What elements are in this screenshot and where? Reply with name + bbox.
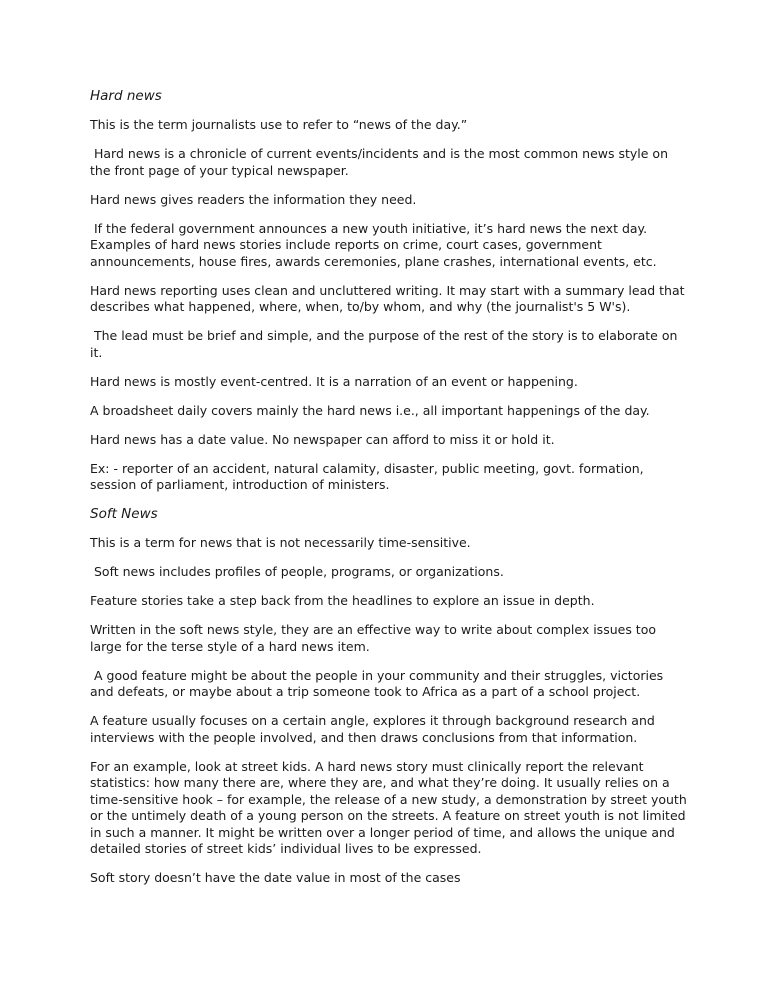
paragraph: Written in the soft news style, they are an effective way to write about complex issues too large for the terse style of a hard news item. <box>90 622 660 654</box>
paragraph: If the federal government announces a new youth initiative, it’s hard news the next day. Examples of hard news stories include reports on crime, court cases, government announcements, house fires, awards ceremonies, plane crashes, international events, etc. <box>90 220 657 269</box>
paragraph: Hard news has a date value. No newspaper can afford to miss it or hold it. <box>90 431 555 447</box>
paragraph: A feature usually focuses on a certain angle, explores it through background research and interviews with the people involved, and then draws conclusions from that information. <box>90 713 659 745</box>
paragraph: A broadsheet daily covers mainly the hard news i.e., all important happenings of the day. <box>90 402 650 418</box>
paragraph: Hard news is mostly event-centred. It is a narration of an event or happening. <box>90 373 578 389</box>
paragraph: Ex: - reporter of an accident, natural calamity, disaster, public meeting, govt. formation, session of parliament, introduction of ministers. <box>90 460 648 492</box>
section-hard-news <box>90 88 690 494</box>
paragraph: Soft story doesn’t have the date value in most of the cases <box>90 870 461 885</box>
paragraph: Hard news is a chronicle of current events/incidents and is the most common news style on the front page of your typical newspaper. <box>90 146 672 178</box>
section-soft-news <box>90 506 690 887</box>
paragraph: Hard news reporting uses clean and uncluttered writing. It may start with a summary lead that describes what happened, where, when, to/by whom, and why (the journalist's 5 W's). <box>90 282 689 314</box>
paragraph: Feature stories take a step back from the headlines to explore an issue in depth. <box>90 593 595 608</box>
paragraph: A good feature might be about the people in your community and their struggles, victories and defeats, or maybe about a trip someone took to Africa as a part of a school project. <box>90 667 668 699</box>
section-heading: Hard news <box>90 88 162 104</box>
paragraph: Soft news includes profiles of people, programs, or organizations. <box>90 564 504 579</box>
paragraph: The lead must be brief and simple, and the purpose of the rest of the story is to elaborate on it. <box>90 328 682 360</box>
paragraph: This is a term for news that is not necessarily time-sensitive. <box>90 535 471 550</box>
paragraph: This is the term journalists use to refer to “news of the day.” <box>90 117 468 132</box>
section-heading: Soft News <box>90 506 158 522</box>
document-page <box>90 88 690 899</box>
paragraph: For an example, look at street kids. A hard news story must clinically report the relevant statistics: how many there are, where they are, and what they’re doing. It usually relies on a time-sensitive hook – for example, the release of a new study, a demonstration by street youth or the untimely death of a young person on the streets. A feature on street youth is not limited in such a manner. It might be written over a longer period of time, and allows the unique and detailed stories of street kids’ individual lives to be expressed. <box>90 758 691 856</box>
paragraph: Hard news gives readers the information they need. <box>90 191 417 207</box>
